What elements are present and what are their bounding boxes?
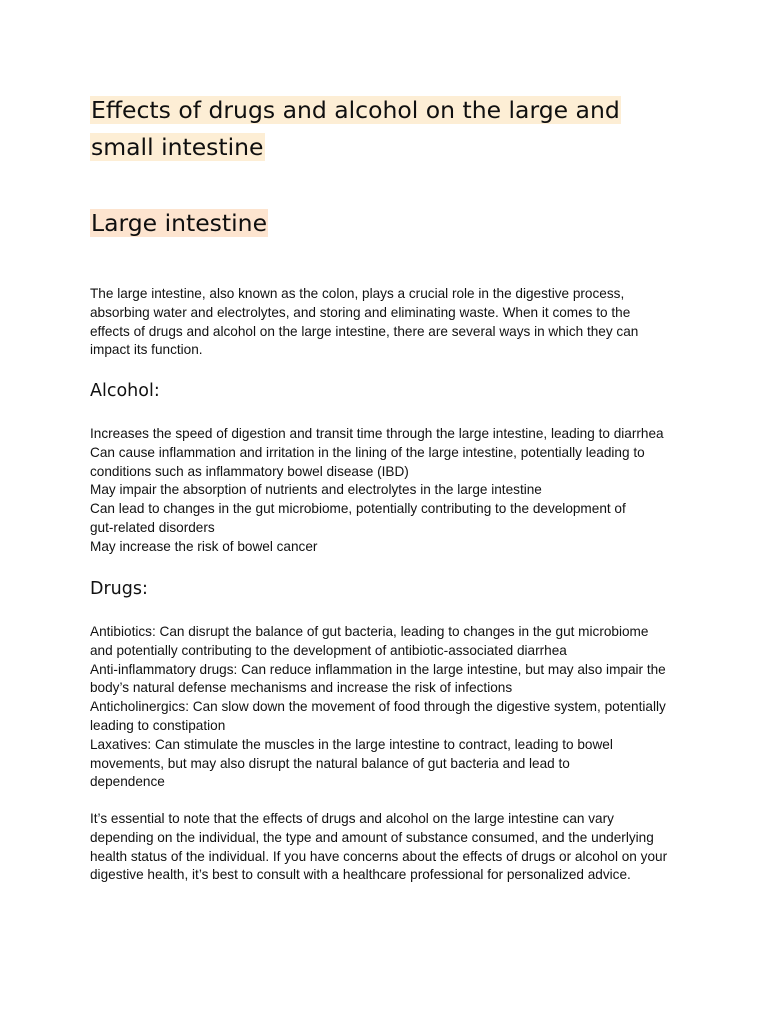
- alcohol-line: gut-related disorders: [90, 519, 215, 535]
- alcohol-heading: Alcohol:: [90, 381, 160, 401]
- drugs-list: [90, 623, 680, 792]
- intro-line: effects of drugs and alcohol on the large intestine, there are several ways in which they can: [90, 323, 639, 339]
- drugs-line: dependence: [90, 774, 165, 790]
- drugs-line: Laxatives: Can stimulate the muscles in the large intestine to contract, leading to bowel: [90, 736, 613, 752]
- drugs-line: body’s natural defense mechanisms and increase the risk of infections: [90, 680, 513, 696]
- title-block: [90, 92, 650, 166]
- document-title-text: Effects of drugs and alcohol on the large and small intestine: [91, 96, 620, 161]
- drugs-line: Anticholinergics: Can slow down the movement of food through the digestive system, potentially: [90, 699, 666, 715]
- alcohol-list: [90, 425, 680, 557]
- intro-line: absorbing water and electrolytes, and storing and eliminating waste. When it comes to the: [90, 304, 631, 320]
- conclusion-paragraph: [90, 810, 680, 885]
- section-title: [90, 205, 268, 241]
- alcohol-line: Can lead to changes in the gut microbiome, potentially contributing to the development of: [90, 501, 626, 517]
- drugs-line: and potentially contributing to the development of antibiotic-associated diarrhea: [90, 642, 567, 658]
- alcohol-line: Increases the speed of digestion and transit time through the large intestine, leading to diarrhea: [90, 426, 664, 441]
- intro-line: The large intestine, also known as the colon, plays a crucial role in the digestive process,: [90, 286, 625, 301]
- alcohol-line: Can cause inflammation and irritation in the lining of the large intestine, potentially leading to: [90, 444, 645, 460]
- alcohol-line: conditions such as inflammatory bowel disease (IBD): [90, 463, 409, 479]
- drugs-line: Anti-inflammatory drugs: Can reduce inflammation in the large intestine, but may also impair the: [90, 661, 666, 677]
- section-title-text: Large intestine: [91, 209, 268, 237]
- document-title: [90, 92, 650, 166]
- alcohol-line: May increase the risk of bowel cancer: [90, 538, 318, 554]
- conclusion-line: digestive health, it’s best to consult with a healthcare professional for personalized advice.: [90, 867, 631, 883]
- drugs-line: Antibiotics: Can disrupt the balance of gut bacteria, leading to changes in the gut microbiome: [90, 624, 649, 639]
- alcohol-line: May impair the absorption of nutrients and electrolytes in the large intestine: [90, 482, 542, 498]
- conclusion-line: It’s essential to note that the effects of drugs and alcohol on the large intestine can vary: [90, 811, 614, 826]
- drugs-line: leading to constipation: [90, 717, 226, 733]
- conclusion-line: depending on the individual, the type and amount of substance consumed, and the underlying: [90, 829, 654, 845]
- intro-paragraph: [90, 285, 680, 360]
- conclusion-line: health status of the individual. If you have concerns about the effects of drugs or alcohol on your: [90, 848, 668, 864]
- drugs-line: movements, but may also disrupt the natural balance of gut bacteria and lead to: [90, 755, 570, 771]
- drugs-heading: Drugs:: [90, 579, 148, 599]
- intro-line: impact its function.: [90, 342, 203, 358]
